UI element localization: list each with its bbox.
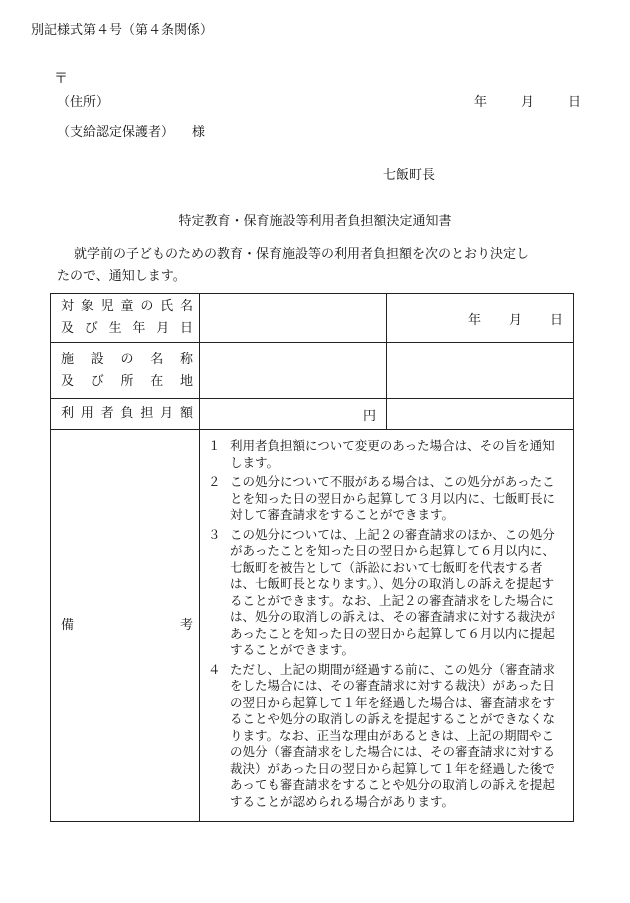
fee-label-char: 者 (100, 406, 114, 421)
child-label-a-char: 対 (61, 299, 75, 314)
remark-text: ただし、上記の期間が経過する前に、この処分（審査請求をした場合には、その審査請求に対する裁決）があった日の翌日から起算して１年を経過した場合は、審査請求をすることや処分の取消しの訴えを提起することができなくなります。なお、正当な理由があるときは、上記の期間やこの処分（審査請求をした場合には、その審査請求に対する裁決）があった日の翌日から起算して１年を経過した後であっても審査請求をすることや処分の取消しの訴えを提起することが認められる場合があります。 (230, 661, 556, 809)
remark-number: １ (208, 438, 221, 453)
fee-label-char: 負 (120, 406, 134, 421)
facility-label-b-char: び (90, 373, 104, 389)
birth-year: 年 (467, 312, 481, 328)
address-label: （住所） (57, 95, 110, 110)
remarks-notes (200, 430, 574, 822)
facility-label-a-char: 設 (90, 351, 104, 367)
facility-label-b-char: 地 (179, 373, 193, 389)
fee-blank (387, 399, 574, 430)
child-label-b-char: び (84, 321, 98, 336)
intro-line-1: 就学前の子どものための教育・保育施設等の利用者負担額を次のとおり決定し (74, 247, 530, 262)
child-label-a-char: 児 (100, 299, 114, 314)
child-row (51, 294, 574, 343)
remark-item (208, 438, 565, 471)
notice-table (50, 293, 574, 822)
issuer: 七飯町長 (383, 168, 436, 183)
remarks-row (51, 430, 574, 822)
child-label-a-char: 名 (179, 299, 193, 314)
remarks-label-char: 備 (61, 617, 75, 633)
remark-text: この処分について不服がある場合は、この処分があったことを知った日の翌日から起算して３月以内に、七飯町長に対して審査請求をすることができます。 (230, 474, 556, 522)
recipient-label: （支給認定保護者） (57, 125, 175, 140)
remark-text: 利用者負担額について変更のあった場合は、その旨を通知します。 (230, 438, 555, 470)
fee-label-char: 用 (80, 406, 94, 421)
facility-label-a-char: 称 (179, 351, 193, 367)
child-label-b-char: 及 (61, 321, 75, 336)
fee-amount-field (200, 399, 387, 430)
facility-address-field (387, 343, 574, 399)
facility-name-field (200, 343, 387, 399)
issue-date (474, 91, 581, 110)
facility-label-a-char: 名 (150, 351, 164, 367)
document-title: 特定教育・保育施設等利用者負担額決定通知書 (178, 214, 452, 229)
yen-unit: 円 (362, 408, 376, 424)
remarks-label (51, 430, 200, 822)
recipient (57, 121, 205, 140)
facility-label-b-char: 在 (150, 373, 164, 389)
remark-text: この処分については、上記２の審査請求のほか、この処分があったことを知った日の翌日から起算して６月以内に、七飯町を被告として（訴訟において七飯町を代表する者は、七飯町長となります。）、処分の取消しの訴えを提起することができます。なお、上記２の審査請求をした場合には、処分の取消しの訴えは、その審査請求に対する裁決があったことを知った日の翌日から起算して６月以内に提起することができます。 (230, 526, 556, 657)
remark-number: ２ (208, 474, 221, 489)
form-number: 別記様式第４号（第４条関係） (31, 23, 214, 38)
issue-month: 月 (520, 95, 534, 110)
fee-label-char: 担 (140, 406, 154, 421)
child-label-b-char: 生 (108, 321, 122, 336)
child-label-a-char: 象 (80, 299, 94, 314)
fee-row (51, 399, 574, 430)
remark-item (208, 474, 565, 524)
fee-label-char: 月 (160, 406, 174, 421)
remark-number: ４ (208, 661, 221, 677)
child-label-b-char: 年 (132, 321, 146, 336)
child-label-a-char: の (140, 299, 154, 314)
fee-label (51, 399, 200, 430)
child-label-b-char: 月 (156, 321, 170, 336)
child-label (51, 294, 200, 343)
child-label-b-char: 日 (179, 321, 193, 336)
remark-item (208, 662, 565, 811)
facility-label-b-char: 及 (61, 373, 75, 389)
birth-month: 月 (508, 312, 522, 328)
issue-day: 日 (567, 95, 581, 110)
child-label-a-char: 童 (120, 299, 134, 314)
birth-day: 日 (549, 312, 563, 328)
fee-label-char: 額 (179, 406, 193, 421)
remark-number: ３ (208, 526, 221, 542)
intro-line-2: たので、通知します。 (57, 269, 186, 284)
facility-label-a-char: の (120, 351, 134, 367)
remarks-label-char: 考 (179, 617, 193, 633)
issue-year: 年 (473, 95, 487, 110)
remark-item (208, 527, 565, 659)
child-label-a-char: 氏 (160, 299, 174, 314)
facility-label (51, 343, 200, 399)
recipient-suffix: 様 (192, 125, 206, 140)
postal-mark: 〒 (54, 71, 68, 87)
facility-label-a-char: 施 (61, 351, 75, 367)
facility-row (51, 343, 574, 399)
child-name-field (200, 294, 387, 343)
intro-text (57, 244, 587, 288)
fee-label-char: 利 (61, 406, 75, 421)
child-birthdate-field (387, 294, 574, 343)
facility-label-b-char: 所 (120, 373, 134, 389)
